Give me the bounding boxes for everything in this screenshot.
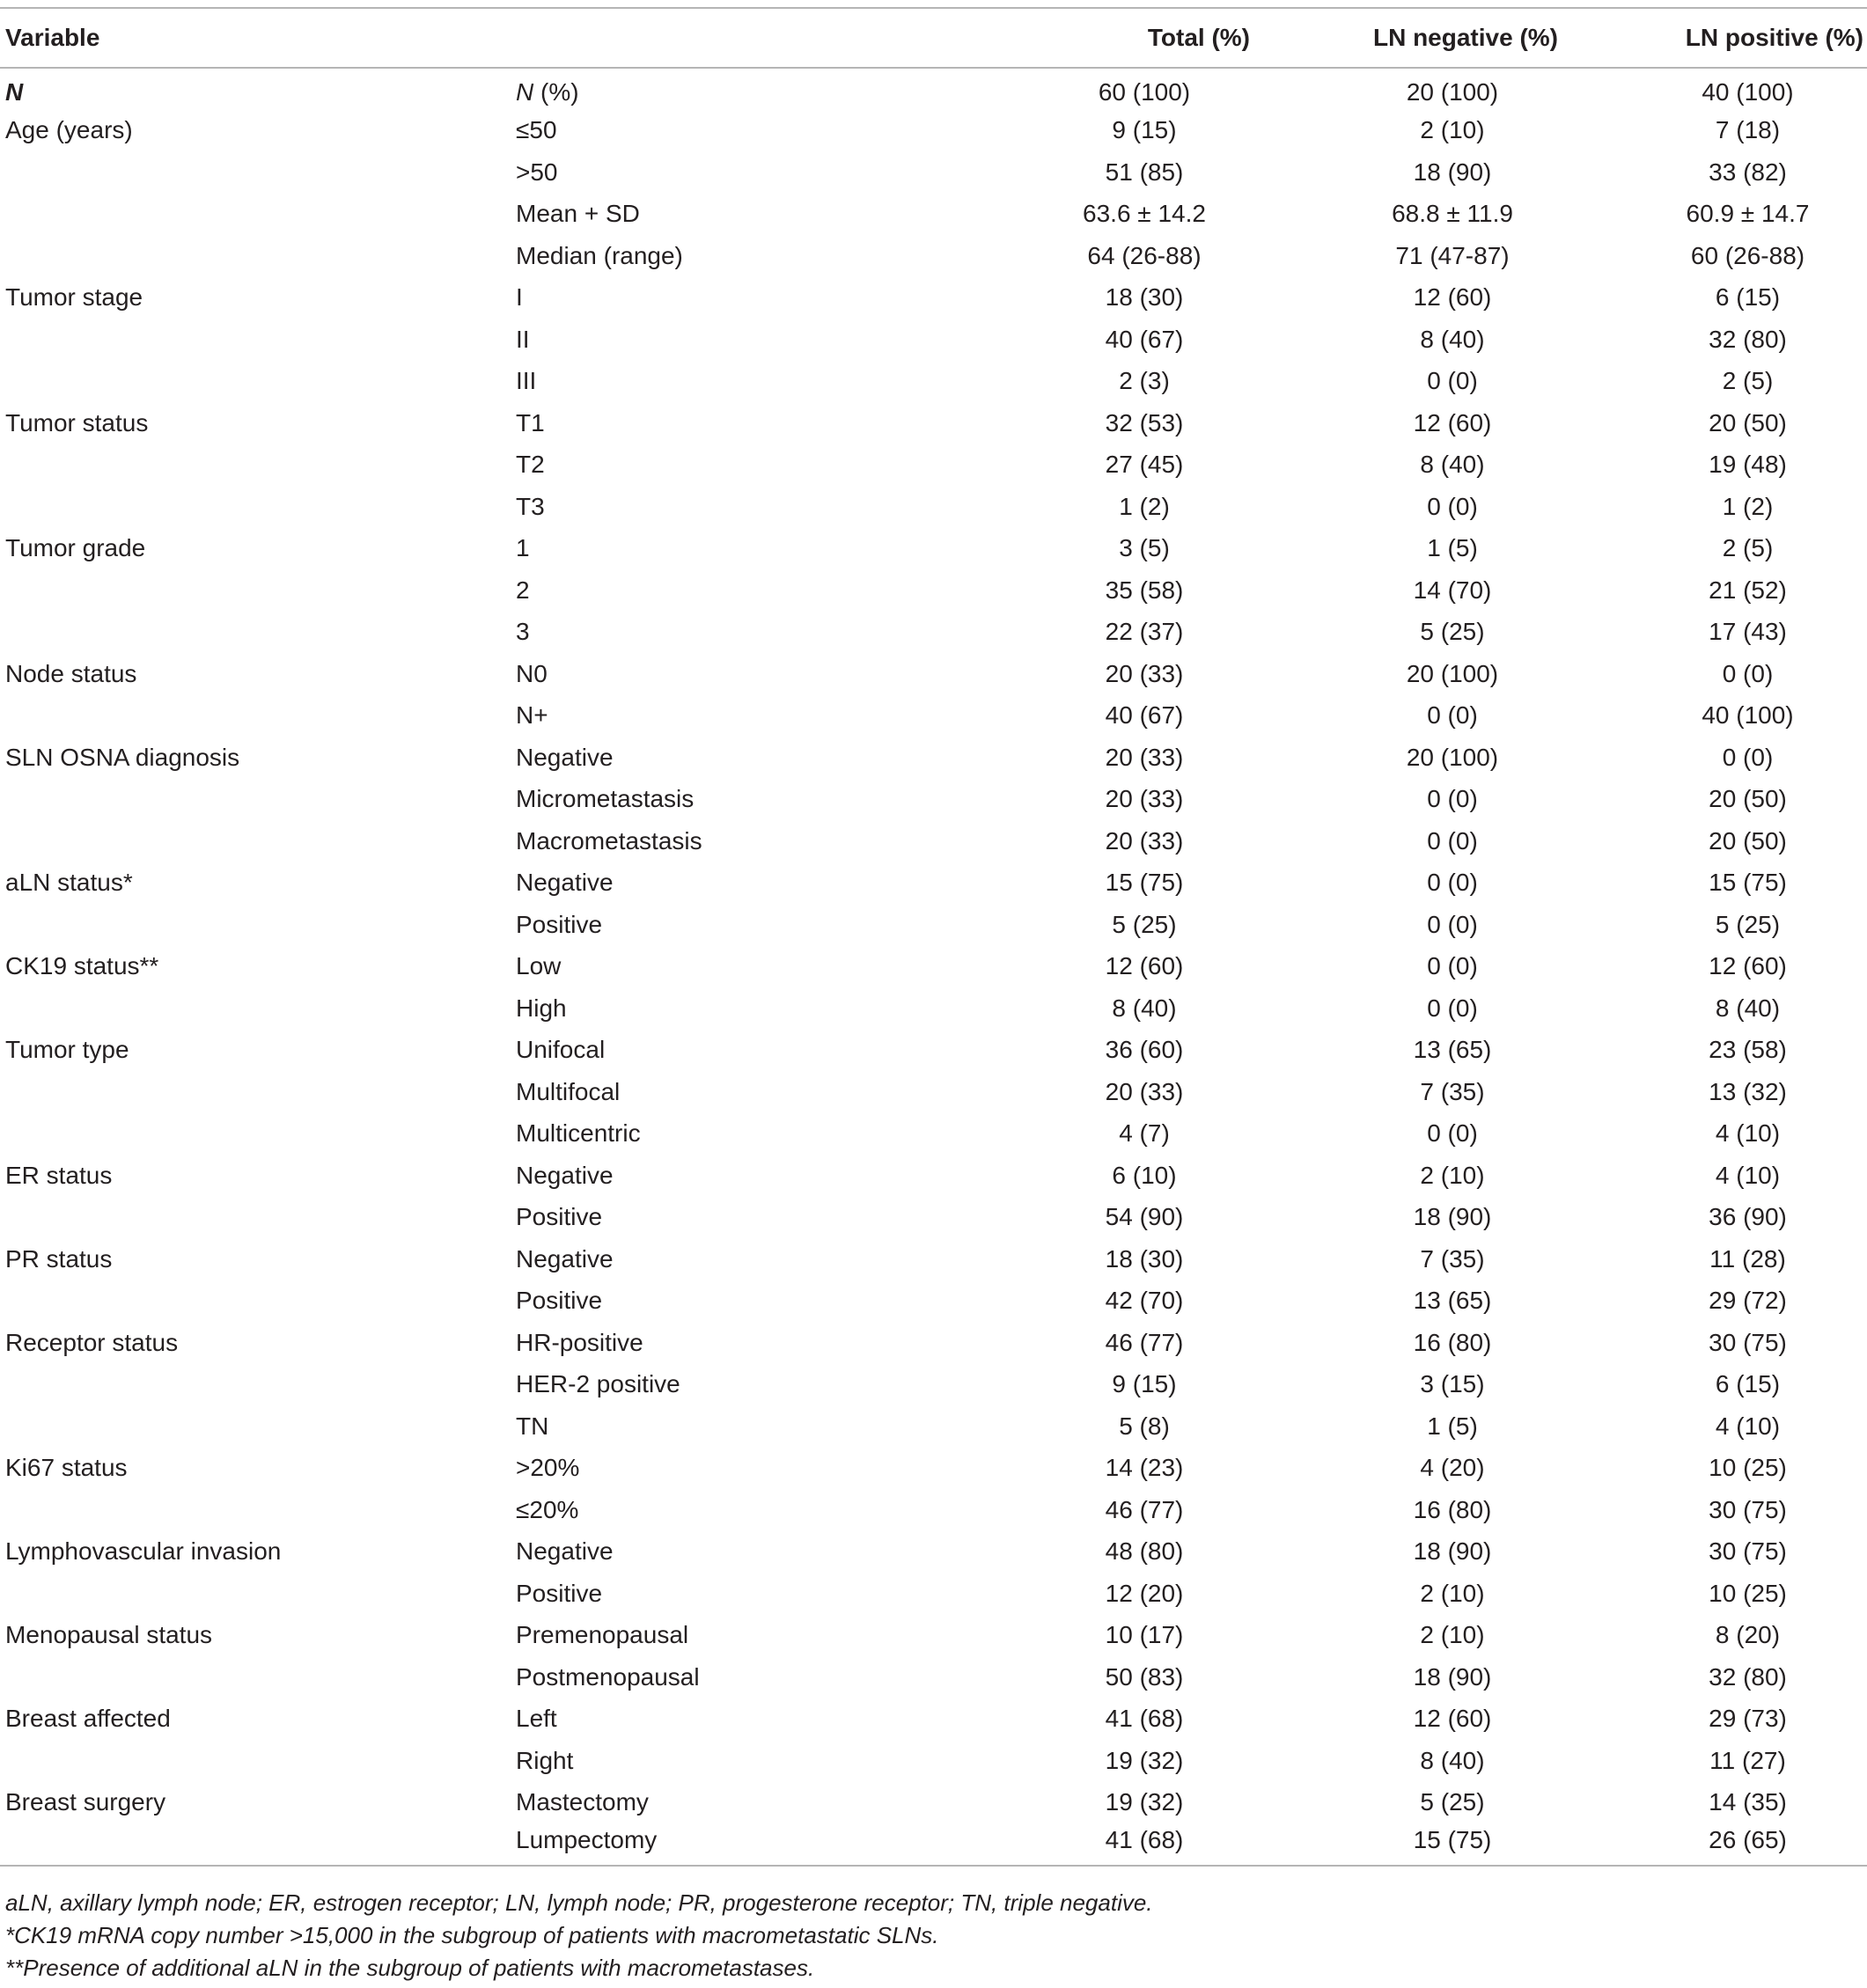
- cell-total: 9 (15): [1112, 1370, 1177, 1398]
- header-total: Total (%): [1147, 24, 1250, 51]
- cell-ln-negative: 18 (90): [1413, 1203, 1492, 1231]
- cell-category: Negative: [516, 1161, 614, 1189]
- table-row: [0, 904, 1867, 946]
- cell-ln-negative: 5 (25): [1420, 618, 1485, 646]
- cell-total: 2 (3): [1119, 367, 1170, 395]
- cell-variable: ER status: [5, 1161, 113, 1189]
- cell-ln-positive: 40 (100): [1702, 78, 1794, 106]
- cell-category: Negative: [516, 869, 614, 897]
- cell-category: Macrometastasis: [516, 826, 702, 855]
- cell-variable: aLN status*: [5, 869, 133, 897]
- cell-variable: [0, 1280, 516, 1323]
- cell-ln-positive: 32 (80): [1709, 325, 1787, 353]
- cell-variable: [0, 612, 516, 654]
- cell-category: 3: [516, 618, 530, 646]
- cell-category: Micrometastasis: [516, 785, 695, 813]
- cell-category: III: [516, 367, 537, 395]
- table-row: [0, 862, 1867, 905]
- cell-category: N (%): [516, 78, 579, 106]
- cell-ln-positive: 30 (75): [1709, 1495, 1787, 1523]
- cell-ln-positive: 32 (80): [1709, 1662, 1787, 1691]
- cell-ln-positive: 29 (73): [1709, 1705, 1787, 1733]
- cell-total: 19 (32): [1105, 1788, 1184, 1816]
- cell-total: 50 (83): [1105, 1662, 1184, 1691]
- cell-ln-negative: 2 (10): [1420, 1161, 1485, 1189]
- cell-ln-positive: 13 (32): [1709, 1077, 1787, 1105]
- cell-total: 18 (30): [1105, 283, 1184, 312]
- table-row: [0, 1448, 1867, 1490]
- cell-variable: Age (years): [5, 116, 133, 144]
- cell-variable: [0, 1364, 516, 1406]
- cell-ln-positive: 7 (18): [1715, 116, 1781, 144]
- cell-total: 40 (67): [1105, 701, 1184, 730]
- cell-ln-negative: 1 (5): [1427, 534, 1478, 562]
- cell-variable: [0, 361, 516, 403]
- cell-total: 40 (67): [1105, 325, 1184, 353]
- table-row: [0, 1280, 1867, 1323]
- table-row: [0, 695, 1867, 737]
- table-row: [0, 1197, 1867, 1239]
- table-row: [0, 151, 1867, 194]
- cell-category: Positive: [516, 910, 603, 938]
- cell-ln-negative: 13 (65): [1413, 1036, 1492, 1064]
- cell-ln-negative: 0 (0): [1427, 785, 1478, 813]
- cell-total: 19 (32): [1105, 1746, 1184, 1774]
- cell-ln-negative: 2 (10): [1420, 1621, 1485, 1649]
- cell-ln-negative: 4 (20): [1420, 1454, 1485, 1482]
- cell-category: Mean + SD: [516, 200, 640, 228]
- cell-category: N0: [516, 659, 548, 687]
- table-row: [0, 1573, 1867, 1615]
- cell-variable: [0, 1740, 516, 1782]
- cell-ln-positive: 17 (43): [1709, 618, 1787, 646]
- cell-total: 14 (23): [1105, 1454, 1184, 1482]
- cell-total: 46 (77): [1105, 1495, 1184, 1523]
- cell-ln-negative: 7 (35): [1420, 1244, 1485, 1273]
- cell-variable: [0, 319, 516, 361]
- cell-total: 12 (20): [1105, 1579, 1184, 1607]
- cell-ln-positive: 0 (0): [1722, 743, 1774, 771]
- cell-category: Postmenopausal: [516, 1662, 700, 1691]
- cell-variable: Node status: [5, 659, 137, 687]
- cell-variable: [0, 1197, 516, 1239]
- cell-total: 41 (68): [1105, 1705, 1184, 1733]
- table-body: [0, 68, 1867, 1866]
- header-ln-negative: LN negative (%): [1372, 24, 1558, 51]
- cell-ln-negative: 5 (25): [1420, 1788, 1485, 1816]
- cell-ln-negative: 16 (80): [1413, 1495, 1492, 1523]
- cell-category: Multicentric: [516, 1119, 641, 1148]
- cell-ln-positive: 5 (25): [1715, 910, 1781, 938]
- cell-total: 5 (8): [1119, 1412, 1170, 1440]
- table-row: [0, 528, 1867, 570]
- table-row: [0, 68, 1867, 110]
- cell-ln-negative: 14 (70): [1413, 576, 1492, 604]
- cell-ln-positive: 20 (50): [1709, 826, 1787, 855]
- cell-variable: [0, 1405, 516, 1448]
- cell-total: 20 (33): [1105, 1077, 1184, 1105]
- cell-category: Negative: [516, 1537, 614, 1566]
- table-row: [0, 361, 1867, 403]
- cell-variable: [0, 820, 516, 862]
- cell-ln-positive: 0 (0): [1722, 659, 1774, 687]
- cell-ln-negative: 0 (0): [1427, 367, 1478, 395]
- cell-variable: [0, 1113, 516, 1155]
- cell-ln-positive: 11 (27): [1709, 1746, 1786, 1774]
- cell-ln-positive: 60 (26-88): [1690, 241, 1805, 269]
- header-category: [516, 8, 977, 68]
- cell-total: 15 (75): [1105, 869, 1184, 897]
- italic-n: N: [516, 78, 534, 106]
- cell-ln-negative: 20 (100): [1406, 78, 1499, 106]
- cell-variable: [0, 904, 516, 946]
- table-row: [0, 444, 1867, 487]
- cell-category: I: [516, 283, 523, 312]
- cell-ln-negative: 18 (90): [1413, 1537, 1492, 1566]
- cell-ln-negative: 7 (35): [1420, 1077, 1485, 1105]
- cell-category: Mastectomy: [516, 1788, 649, 1816]
- cell-ln-negative: 8 (40): [1420, 451, 1485, 479]
- cell-variable: PR status: [5, 1244, 113, 1273]
- table-row: [0, 1155, 1867, 1197]
- table-row: [0, 1238, 1867, 1280]
- cell-ln-negative: 20 (100): [1406, 743, 1499, 771]
- cell-ln-negative: 0 (0): [1427, 952, 1478, 980]
- cell-ln-positive: 4 (10): [1715, 1161, 1781, 1189]
- table-row: [0, 1656, 1867, 1698]
- cell-total: 46 (77): [1105, 1328, 1184, 1356]
- cell-category: Premenopausal: [516, 1621, 689, 1649]
- cell-category: >50: [516, 158, 558, 186]
- cell-variable: [0, 987, 516, 1030]
- cell-category: Multifocal: [516, 1077, 621, 1105]
- cell-category: HR-positive: [516, 1328, 643, 1356]
- table-row: [0, 987, 1867, 1030]
- table-row: [0, 612, 1867, 654]
- table-row: [0, 1531, 1867, 1574]
- cell-variable: [0, 1573, 516, 1615]
- cell-ln-positive: 23 (58): [1709, 1036, 1787, 1064]
- cell-ln-positive: 8 (40): [1715, 994, 1781, 1022]
- cell-total: 35 (58): [1105, 576, 1184, 604]
- cell-ln-negative: 0 (0): [1427, 701, 1478, 730]
- cell-ln-negative: 16 (80): [1413, 1328, 1492, 1356]
- cell-total: 27 (45): [1105, 451, 1184, 479]
- cell-variable: Tumor status: [5, 408, 149, 436]
- cell-category: Positive: [516, 1579, 603, 1607]
- cell-variable: Tumor stage: [5, 283, 143, 312]
- cell-category: ≤20%: [516, 1495, 579, 1523]
- cell-ln-negative: 0 (0): [1427, 910, 1478, 938]
- cell-ln-positive: 19 (48): [1709, 451, 1787, 479]
- cell-total: 10 (17): [1105, 1621, 1184, 1649]
- cell-ln-negative: 0 (0): [1427, 1119, 1478, 1148]
- table-row: [0, 110, 1867, 152]
- cell-ln-negative: 8 (40): [1420, 325, 1485, 353]
- cell-ln-positive: 12 (60): [1709, 952, 1787, 980]
- cell-total: 48 (80): [1105, 1537, 1184, 1566]
- cell-variable: [0, 486, 516, 528]
- table-row: [0, 1364, 1867, 1406]
- cell-category: 1: [516, 534, 530, 562]
- header-row: [0, 8, 1867, 68]
- cell-ln-positive: 33 (82): [1709, 158, 1787, 186]
- cell-category: T3: [516, 492, 545, 520]
- cell-variable: [0, 194, 516, 236]
- cell-variable: Ki67 status: [5, 1454, 128, 1482]
- cell-variable: [0, 151, 516, 194]
- cell-variable: [0, 569, 516, 612]
- cell-category: T1: [516, 408, 545, 436]
- table-row: [0, 946, 1867, 988]
- cell-variable: Breast surgery: [5, 1788, 166, 1816]
- table-row: [0, 402, 1867, 444]
- cell-ln-positive: 40 (100): [1702, 701, 1794, 730]
- cell-total: 20 (33): [1105, 743, 1184, 771]
- cell-ln-negative: 0 (0): [1427, 869, 1478, 897]
- cell-total: 51 (85): [1105, 158, 1184, 186]
- cell-ln-positive: 11 (28): [1709, 1244, 1786, 1273]
- cell-variable: Menopausal status: [5, 1621, 213, 1649]
- cell-total: 63.6 ± 14.2: [1083, 200, 1206, 228]
- cell-category: T2: [516, 451, 545, 479]
- cell-ln-negative: 12 (60): [1413, 283, 1492, 312]
- cell-ln-positive: 36 (90): [1709, 1203, 1787, 1231]
- cell-ln-positive: 10 (25): [1709, 1579, 1787, 1607]
- table-row: [0, 1030, 1867, 1072]
- table-row: [0, 486, 1867, 528]
- cell-variable: Lymphovascular invasion: [5, 1537, 282, 1566]
- cell-total: 20 (33): [1105, 785, 1184, 813]
- table-row: [0, 1405, 1867, 1448]
- cell-ln-negative: 12 (60): [1413, 1705, 1492, 1733]
- cell-category: N+: [516, 701, 548, 730]
- table-row: [0, 569, 1867, 612]
- cell-ln-negative: 20 (100): [1406, 659, 1499, 687]
- cell-category: 2: [516, 576, 530, 604]
- footnote-abbreviations: aLN, axillary lymph node; ER, estrogen receptor; LN, lymph node; PR, progesterone receptor; TN, triple negative.: [5, 1889, 1153, 1916]
- cell-total: 20 (33): [1105, 659, 1184, 687]
- cell-variable: Breast affected: [5, 1705, 171, 1733]
- cell-variable: Tumor type: [5, 1036, 129, 1064]
- table-row: [0, 779, 1867, 821]
- table-row: [0, 1113, 1867, 1155]
- cell-category: Positive: [516, 1287, 603, 1315]
- cell-ln-positive: 10 (25): [1709, 1454, 1787, 1482]
- cell-variable: SLN OSNA diagnosis: [5, 743, 240, 771]
- cell-total: 4 (7): [1119, 1119, 1170, 1148]
- cell-total: 60 (100): [1098, 78, 1191, 106]
- cell-ln-negative: 15 (75): [1413, 1826, 1492, 1854]
- cell-ln-positive: 21 (52): [1709, 576, 1787, 604]
- cell-variable: [0, 1071, 516, 1113]
- cell-ln-positive: 26 (65): [1709, 1826, 1787, 1854]
- cell-ln-negative: 18 (90): [1413, 158, 1492, 186]
- header-ln-positive: LN positive (%): [1685, 24, 1863, 51]
- footnote-aln: **Presence of additional aLN in the subgroup of patients with macrometastases.: [5, 1955, 815, 1981]
- cell-total: 32 (53): [1105, 408, 1184, 436]
- cell-category: Right: [516, 1746, 574, 1774]
- table-row: [0, 1489, 1867, 1531]
- cell-ln-positive: 6 (15): [1715, 283, 1781, 312]
- cell-variable: N: [5, 78, 24, 106]
- cell-variable: Tumor grade: [5, 534, 146, 562]
- cell-ln-negative: 8 (40): [1420, 1746, 1485, 1774]
- patient-characteristics-table: [0, 7, 1867, 1867]
- cell-ln-negative: 13 (65): [1413, 1287, 1492, 1315]
- cell-total: 1 (2): [1119, 492, 1170, 520]
- cell-variable: [0, 779, 516, 821]
- cell-ln-positive: 8 (20): [1715, 1621, 1781, 1649]
- cell-category: Unifocal: [516, 1036, 606, 1064]
- cell-ln-negative: 12 (60): [1413, 408, 1492, 436]
- cell-variable: [0, 695, 516, 737]
- table-row: [0, 1698, 1867, 1741]
- table-row: [0, 1823, 1867, 1866]
- cell-ln-positive: 60.9 ± 14.7: [1686, 200, 1810, 228]
- cell-total: 41 (68): [1105, 1826, 1184, 1854]
- cell-category: TN: [516, 1412, 549, 1440]
- cell-ln-negative: 0 (0): [1427, 994, 1478, 1022]
- cell-ln-positive: 2 (5): [1722, 534, 1774, 562]
- cell-total: 18 (30): [1105, 1244, 1184, 1273]
- cell-total: 20 (33): [1105, 826, 1184, 855]
- cell-category: Positive: [516, 1203, 603, 1231]
- cell-ln-negative: 2 (10): [1420, 1579, 1485, 1607]
- cell-total: 5 (25): [1112, 910, 1177, 938]
- cell-ln-positive: 14 (35): [1709, 1788, 1787, 1816]
- cell-ln-positive: 30 (75): [1709, 1537, 1787, 1566]
- cell-category: Lumpectomy: [516, 1826, 658, 1854]
- cell-category: >20%: [516, 1454, 580, 1482]
- cell-total: 12 (60): [1105, 952, 1184, 980]
- cell-total: 42 (70): [1105, 1287, 1184, 1315]
- cell-ln-positive: 4 (10): [1715, 1119, 1781, 1148]
- cell-total: 36 (60): [1105, 1036, 1184, 1064]
- cell-ln-positive: 6 (15): [1715, 1370, 1781, 1398]
- cell-ln-positive: 2 (5): [1722, 367, 1774, 395]
- cell-ln-negative: 68.8 ± 11.9: [1392, 200, 1513, 228]
- header-variable: Variable: [5, 24, 100, 51]
- cell-variable: [0, 235, 516, 277]
- cell-total: 22 (37): [1105, 618, 1184, 646]
- cell-ln-positive: 15 (75): [1709, 869, 1787, 897]
- table-row: [0, 737, 1867, 779]
- cell-ln-negative: 18 (90): [1413, 1662, 1492, 1691]
- table-row: [0, 653, 1867, 695]
- cell-category: II: [516, 325, 530, 353]
- table-row: [0, 235, 1867, 277]
- cell-total: 8 (40): [1112, 994, 1177, 1022]
- cell-category: Left: [516, 1705, 557, 1733]
- cell-total: 9 (15): [1112, 116, 1177, 144]
- cell-ln-negative: 1 (5): [1427, 1412, 1478, 1440]
- table-header: [0, 8, 1867, 68]
- cell-ln-negative: 71 (47-87): [1395, 241, 1510, 269]
- cell-ln-positive: 20 (50): [1709, 785, 1787, 813]
- cell-variable: Receptor status: [5, 1328, 179, 1356]
- cell-category: Negative: [516, 743, 614, 771]
- cell-variable: [0, 1656, 516, 1698]
- cell-ln-negative: 2 (10): [1420, 116, 1485, 144]
- cell-ln-positive: 1 (2): [1722, 492, 1774, 520]
- cell-variable: CK19 status**: [5, 952, 159, 980]
- table-row: [0, 1322, 1867, 1364]
- cell-ln-negative: 3 (15): [1420, 1370, 1485, 1398]
- cell-ln-positive: 20 (50): [1709, 408, 1787, 436]
- cell-variable: [0, 1489, 516, 1531]
- cell-ln-negative: 0 (0): [1427, 826, 1478, 855]
- table-row: [0, 820, 1867, 862]
- table-row: [0, 194, 1867, 236]
- cell-ln-positive: 30 (75): [1709, 1328, 1787, 1356]
- table-row: [0, 1782, 1867, 1824]
- table-footnotes: [5, 1887, 1153, 1984]
- cell-category: Median (range): [516, 241, 683, 269]
- cell-variable: [0, 1823, 516, 1866]
- cell-total: 64 (26-88): [1087, 241, 1202, 269]
- cell-category: High: [516, 994, 567, 1022]
- table-row: [0, 1071, 1867, 1113]
- footnote-ck19: *CK19 mRNA copy number >15,000 in the subgroup of patients with macrometastatic SLNs.: [5, 1922, 939, 1948]
- cell-total: 6 (10): [1112, 1161, 1177, 1189]
- cell-category: HER-2 positive: [516, 1370, 680, 1398]
- cell-total: 54 (90): [1105, 1203, 1184, 1231]
- cell-category: ≤50: [516, 116, 557, 144]
- cell-ln-positive: 4 (10): [1715, 1412, 1781, 1440]
- table-row: [0, 277, 1867, 319]
- cell-category: Low: [516, 952, 562, 980]
- table-row: [0, 1740, 1867, 1782]
- cell-ln-positive: 29 (72): [1709, 1287, 1787, 1315]
- cell-total: 3 (5): [1119, 534, 1170, 562]
- cell-category: Negative: [516, 1244, 614, 1273]
- cell-ln-negative: 0 (0): [1427, 492, 1478, 520]
- cell-variable: [0, 444, 516, 487]
- table-row: [0, 1615, 1867, 1657]
- table-row: [0, 319, 1867, 361]
